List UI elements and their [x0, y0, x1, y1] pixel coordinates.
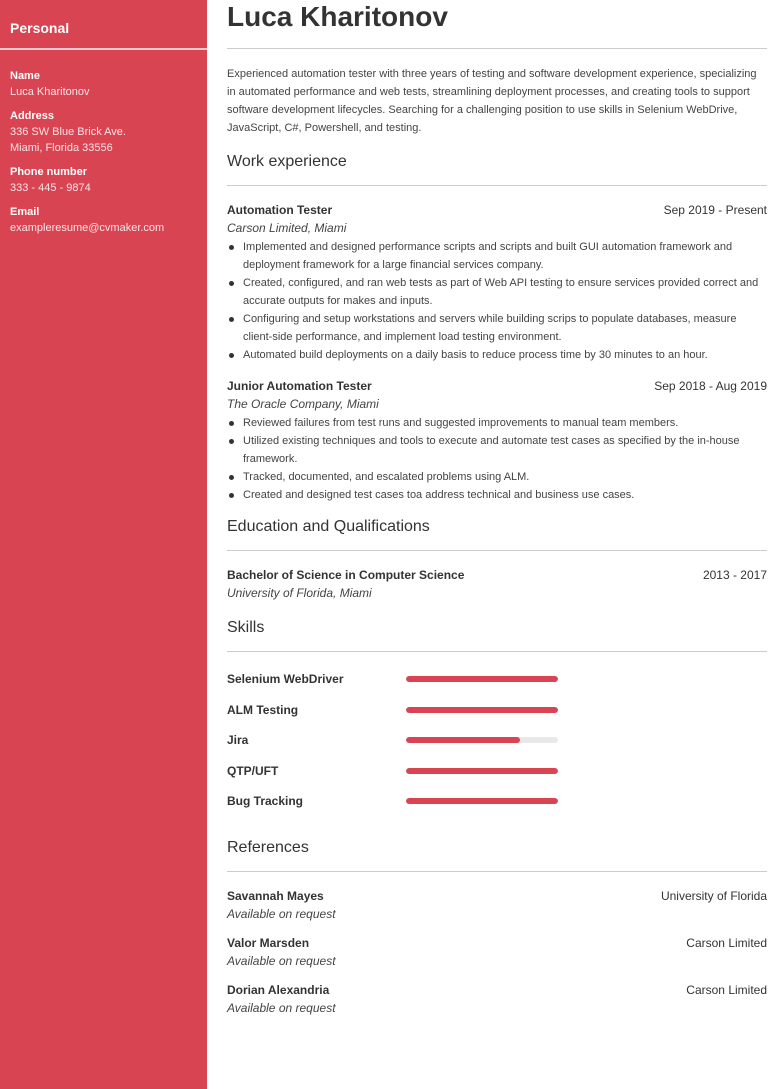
reference-item: [227, 935, 767, 971]
reference-org: University of Florida: [660, 888, 767, 903]
skill-level-bar: [406, 676, 558, 682]
reference-note: Available on request: [227, 906, 336, 921]
field-label: Phone number: [10, 166, 88, 178]
bullet-item: Configuring and setup workstations and servers while building scrips to populate databases, measure client-side performance, and implement load testing environment.: [227, 310, 767, 346]
reference-note: Available on request: [227, 953, 336, 968]
bullet-item: Reviewed failures from test runs and suggested improvements to manual team members.: [227, 414, 767, 432]
skill-level-fill: [406, 676, 558, 682]
field-value: [0, 124, 207, 156]
skill-level-bar: [406, 707, 558, 713]
skill-name: ALM Testing: [227, 702, 299, 717]
skill-level-fill: [406, 737, 520, 743]
field-value-line: 333 - 445 - 9874: [10, 182, 91, 194]
job-title: Automation Tester: [227, 203, 333, 217]
skill-level-fill: [406, 707, 558, 713]
reference-item: [227, 982, 767, 1018]
bullet-item: Created and designed test cases toa address technical and business use cases.: [227, 486, 767, 504]
job-header: [227, 202, 767, 218]
job-company: Carson Limited, Miami: [227, 221, 347, 235]
field-value: [0, 220, 207, 236]
skill-name: QTP/UFT: [227, 763, 279, 778]
bullet-item: Automated build deployments on a daily basis to reduce process time by 30 minutes to an hour.: [227, 346, 767, 364]
job-bullets: [227, 414, 767, 504]
sidebar-title: Personal: [10, 20, 70, 36]
skill-level-bar: [406, 737, 558, 743]
skill-name: Jira: [227, 733, 249, 748]
education-dates: 2013 - 2017: [702, 568, 767, 582]
reference-header: [227, 888, 767, 904]
skill-level-bar: [406, 768, 558, 774]
skill-row: [227, 664, 767, 695]
bullet-item: Implemented and designed performance scripts and scripts and built GUI automation framework and deployment framework for a large financial services company.: [227, 238, 767, 274]
field-label: Email: [10, 206, 40, 218]
sidebar: [0, 0, 207, 1089]
divider: [0, 48, 207, 50]
skill-level-fill: [406, 768, 558, 774]
field-value-line: exampleresume@cvmaker.com: [10, 222, 165, 234]
reference-name: Savannah Mayes: [227, 888, 324, 903]
job-bullets: [227, 238, 767, 364]
reference-header: [227, 935, 767, 951]
job-title: Junior Automation Tester: [227, 379, 372, 393]
reference-note: Available on request: [227, 1000, 336, 1015]
page-title: Luca Kharitonov: [227, 1, 448, 32]
reference-name: Dorian Alexandria: [227, 982, 330, 997]
skill-level-bar: [406, 798, 558, 804]
reference-name: Valor Marsden: [227, 935, 310, 950]
field-value-line: Miami, Florida 33556: [10, 142, 113, 154]
section-title-skills: Skills: [227, 619, 265, 636]
main-content: [227, 0, 767, 1029]
bullet-item: Tracked, documented, and escalated problems using ALM.: [227, 468, 767, 486]
degree: Bachelor of Science in Computer Science: [227, 568, 465, 582]
skill-name: Selenium WebDriver: [227, 672, 344, 687]
school: University of Florida, Miami: [227, 586, 372, 600]
field-value-line: 336 SW Blue Brick Ave.: [10, 126, 126, 138]
skill-row: [227, 695, 767, 726]
field-value: [0, 84, 207, 100]
skill-level-fill: [406, 798, 558, 804]
job-dates: Sep 2019 - Present: [663, 203, 767, 217]
education-header: [227, 567, 767, 583]
job-dates: Sep 2018 - Aug 2019: [654, 379, 767, 393]
job-header: [227, 378, 767, 394]
field-value-line: Luca Kharitonov: [10, 86, 90, 98]
reference-org: Carson Limited: [686, 935, 767, 950]
skill-row: [227, 756, 767, 787]
divider: [227, 185, 767, 186]
divider: [227, 871, 767, 872]
section-title-work: Work experience: [227, 153, 347, 170]
section-title-education: Education and Qualifications: [227, 518, 430, 535]
skill-name: Bug Tracking: [227, 794, 304, 809]
bullet-item: Utilized existing techniques and tools to execute and automate test cases as specified by the in-house framework.: [227, 432, 767, 468]
divider: [227, 651, 767, 652]
summary: Experienced automation tester with three years of testing and software development experience, specializing in automated performance and web tests, streamlining deployment processes, and creating tools to support software development lifecycles. Searching for a challenging position to use skills in Selenium WebDrive, JavaScript, C#, Powershell, and testing.: [227, 68, 757, 134]
job-company: The Oracle Company, Miami: [227, 397, 379, 411]
reference-org: Carson Limited: [686, 982, 767, 997]
divider: [227, 48, 767, 49]
field-label: Name: [10, 70, 40, 82]
skill-row: [227, 786, 767, 817]
field-value: [0, 180, 207, 196]
divider: [227, 550, 767, 551]
field-label: Address: [10, 110, 55, 122]
skill-row: [227, 725, 767, 756]
bullet-item: Created, configured, and ran web tests as part of Web API testing to ensure services provided correct and accurate outputs for makes and inputs.: [227, 274, 767, 310]
section-title-references: References: [227, 838, 309, 856]
reference-header: [227, 982, 767, 998]
reference-item: [227, 888, 767, 924]
